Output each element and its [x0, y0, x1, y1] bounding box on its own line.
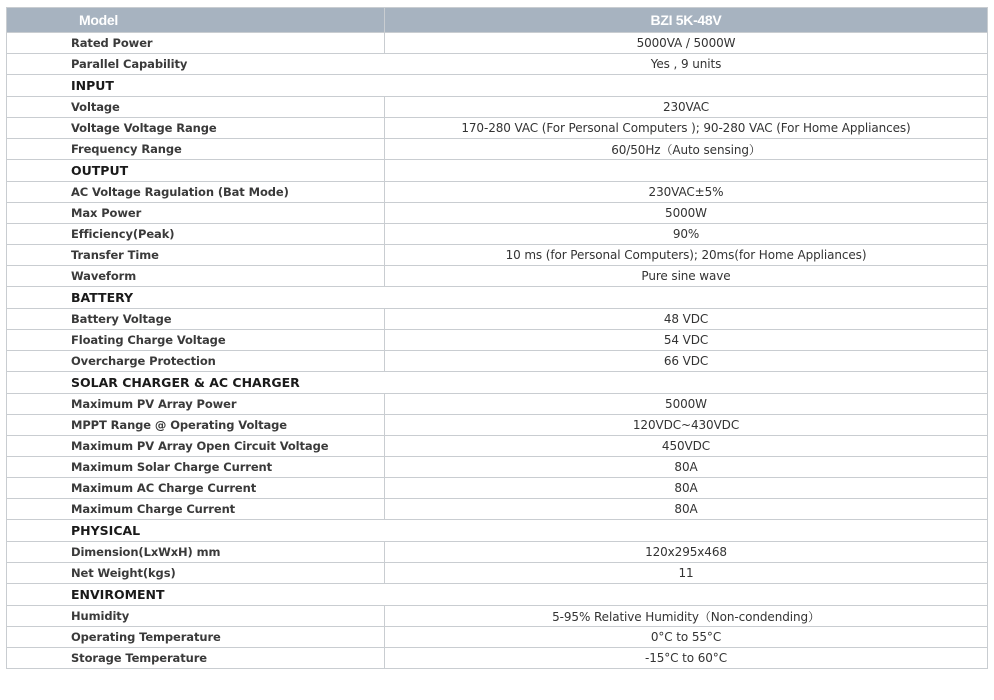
table-row	[7, 478, 988, 499]
table-row	[7, 182, 988, 203]
table-row	[7, 648, 988, 669]
spec-label: Voltage	[7, 97, 385, 118]
spec-label: Overcharge Protection	[7, 351, 385, 372]
table-row	[7, 330, 988, 351]
spec-label: Maximum Charge Current	[7, 499, 385, 520]
spec-value: -15°C to 60°C	[385, 648, 988, 669]
table-row	[7, 542, 988, 563]
table-row	[7, 606, 988, 627]
table-row	[7, 394, 988, 415]
spec-label: Floating Charge Voltage	[7, 330, 385, 351]
table-row	[7, 499, 988, 520]
table-row	[7, 563, 988, 584]
spec-value: 5000W	[385, 203, 988, 224]
spec-label: Maximum AC Charge Current	[7, 478, 385, 499]
table-row	[7, 54, 988, 75]
spec-value: 10 ms (for Personal Computers); 20ms(for Home Appliances)	[385, 245, 988, 266]
model-header-value: BZI 5K-48V	[385, 8, 988, 33]
table-row	[7, 224, 988, 245]
spec-label: Humidity	[7, 606, 385, 627]
table-row	[7, 351, 988, 372]
table-row	[7, 309, 988, 330]
table-row	[7, 436, 988, 457]
spec-value: 5000VA / 5000W	[385, 33, 988, 54]
section-row	[7, 584, 988, 606]
spec-value: 80A	[385, 499, 988, 520]
spec-label: Efficiency(Peak)	[7, 224, 385, 245]
spec-label: Storage Temperature	[7, 648, 385, 669]
spec-label: Maximum PV Array Power	[7, 394, 385, 415]
spec-label: AC Voltage Ragulation (Bat Mode)	[7, 182, 385, 203]
spec-value: 0°C to 55°C	[385, 627, 988, 648]
spec-label: Frequency Range	[7, 139, 385, 160]
spec-label: Dimension(LxWxH) mm	[7, 542, 385, 563]
section-row	[7, 75, 988, 97]
table-row	[7, 118, 988, 139]
spec-table-body	[7, 33, 988, 669]
spec-label: MPPT Range @ Operating Voltage	[7, 415, 385, 436]
spec-label: Net Weight(kgs)	[7, 563, 385, 584]
spec-value: 90%	[385, 224, 988, 245]
table-row	[7, 203, 988, 224]
spec-value: 5000W	[385, 394, 988, 415]
section-empty-cell	[385, 160, 988, 182]
spec-value: 54 VDC	[385, 330, 988, 351]
section-row	[7, 160, 988, 182]
spec-label: Maximum PV Array Open Circuit Voltage	[7, 436, 385, 457]
table-row	[7, 415, 988, 436]
spec-value: 230VAC	[385, 97, 988, 118]
spec-value: 120x295x468	[385, 542, 988, 563]
spec-label: Rated Power	[7, 33, 385, 54]
section-row	[7, 520, 988, 542]
table-row	[7, 33, 988, 54]
spec-value: Pure sine wave	[385, 266, 988, 287]
spec-label: Operating Temperature	[7, 627, 385, 648]
spec-value: 450VDC	[385, 436, 988, 457]
spec-value: 5-95% Relative Humidity（Non-condending）	[385, 606, 988, 627]
section-title: PHYSICAL	[7, 520, 988, 542]
spec-label: Waveform	[7, 266, 385, 287]
table-row	[7, 245, 988, 266]
spec-value: Yes , 9 units	[385, 54, 988, 75]
spec-label: Parallel Capability	[7, 54, 385, 75]
table-row	[7, 266, 988, 287]
spec-value: 80A	[385, 478, 988, 499]
table-row	[7, 139, 988, 160]
section-row	[7, 287, 988, 309]
spec-value: 66 VDC	[385, 351, 988, 372]
model-header-label: Model	[7, 8, 385, 33]
table-row	[7, 457, 988, 478]
section-title: BATTERY	[7, 287, 988, 309]
section-title: OUTPUT	[7, 160, 385, 182]
table-row	[7, 627, 988, 648]
spec-label: Battery Voltage	[7, 309, 385, 330]
spec-value: 230VAC±5%	[385, 182, 988, 203]
section-title: INPUT	[7, 75, 988, 97]
spec-label: Voltage Voltage Range	[7, 118, 385, 139]
spec-value: 48 VDC	[385, 309, 988, 330]
spec-label: Max Power	[7, 203, 385, 224]
table-row	[7, 97, 988, 118]
spec-table	[6, 7, 988, 669]
table-header-row	[7, 8, 988, 33]
section-title: SOLAR CHARGER & AC CHARGER	[7, 372, 988, 394]
spec-value: 120VDC~430VDC	[385, 415, 988, 436]
spec-label: Maximum Solar Charge Current	[7, 457, 385, 478]
spec-value: 11	[385, 563, 988, 584]
section-title: ENVIROMENT	[7, 584, 988, 606]
spec-value: 60/50Hz（Auto sensing）	[385, 139, 988, 160]
spec-value: 80A	[385, 457, 988, 478]
spec-value: 170-280 VAC (For Personal Computers ); 90-280 VAC (For Home Appliances)	[385, 118, 988, 139]
spec-label: Transfer Time	[7, 245, 385, 266]
section-row	[7, 372, 988, 394]
